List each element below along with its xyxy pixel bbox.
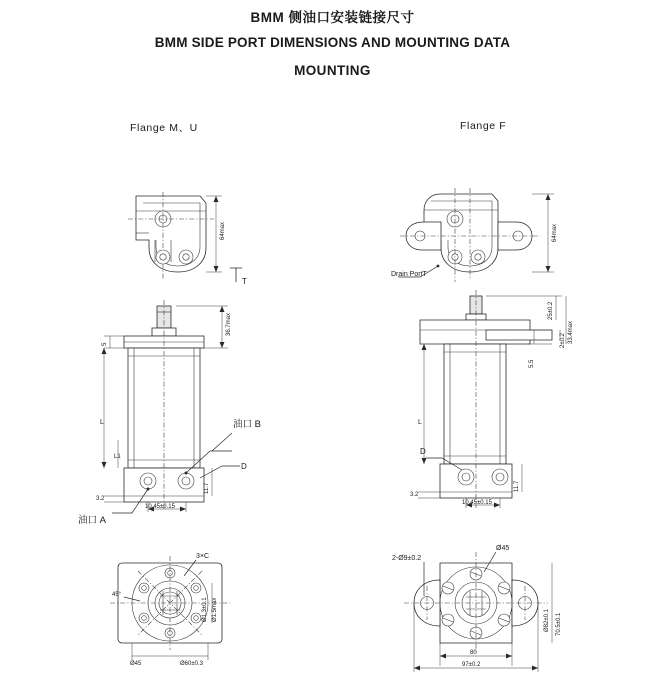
dim-right-top-height: 64max: [552, 223, 558, 242]
left-top-view: [128, 192, 247, 286]
page-title-en: BMM SIDE PORT DIMENSIONS AND MOUNTING DATA: [154, 35, 511, 50]
flange-label-right: Flange F: [460, 120, 507, 132]
dim-right-3-2: 3.2: [410, 492, 419, 498]
page-subtitle: MOUNTING: [294, 63, 371, 78]
dim-left-top-height: 64max: [220, 221, 226, 240]
label-port-a: 油口 A: [78, 515, 106, 526]
dim-left-outer: Ø45: [130, 661, 142, 667]
dim-left-shaft-height: 36.7max: [226, 312, 232, 336]
dim-right-97: 97±0.2: [462, 662, 481, 668]
right-front-view: [410, 290, 574, 508]
dim-left-L: L: [100, 419, 104, 426]
dim-right-80: 80: [470, 650, 477, 656]
right-top-view: [391, 188, 558, 282]
page-title-cn: BMM 侧油口安装链接尺寸: [250, 10, 415, 25]
label-section-t: T: [242, 277, 247, 286]
label-drain-port: Drain PortT: [391, 271, 427, 278]
right-bottom-view: [392, 545, 562, 672]
dim-left-flange: Ø60±0.3: [180, 661, 203, 667]
dim-left-bolt-circle: Ø1.3±0.1: [202, 597, 208, 622]
label-3xc: 3×C: [196, 553, 210, 560]
dim-right-pilot: Ø45: [496, 545, 510, 552]
dim-right-5-5: 5.5: [529, 359, 535, 368]
label-right-holes: 2-Ø9±0.2: [392, 555, 422, 562]
dim-right-height: 70.5±0.1: [556, 612, 562, 636]
dim-left-11-7: 11.7: [204, 482, 210, 494]
dim-left-3-2: 3.2: [96, 496, 105, 502]
dim-left-pilot: Ø1.5max: [212, 597, 218, 622]
label-right-D: D: [420, 447, 426, 456]
dim-right-33-4: 33.4max: [568, 320, 574, 344]
dim-left-5: 5: [102, 342, 108, 346]
dim-left-port-spacing: 10.45±0.15: [145, 504, 175, 510]
label-left-D: D: [241, 462, 247, 471]
label-left-angle: 45°: [112, 592, 122, 598]
left-front-view: [78, 300, 261, 526]
dim-right-port-spacing: 10.45±0.15: [462, 500, 492, 506]
flange-label-left: Flange M、U: [130, 122, 198, 134]
label-port-b: 油口 B: [233, 419, 261, 430]
dim-right-25: 25±0.2: [548, 301, 554, 320]
left-bottom-view: [110, 553, 230, 667]
dim-left-L1: L1: [114, 454, 121, 460]
dim-right-11-7: 11.7: [514, 480, 520, 492]
dim-right-L: L: [418, 419, 422, 426]
dim-right-bolt-circle: Ø82±0.1: [544, 609, 550, 632]
dim-right-2: 2±0.2: [560, 333, 566, 348]
